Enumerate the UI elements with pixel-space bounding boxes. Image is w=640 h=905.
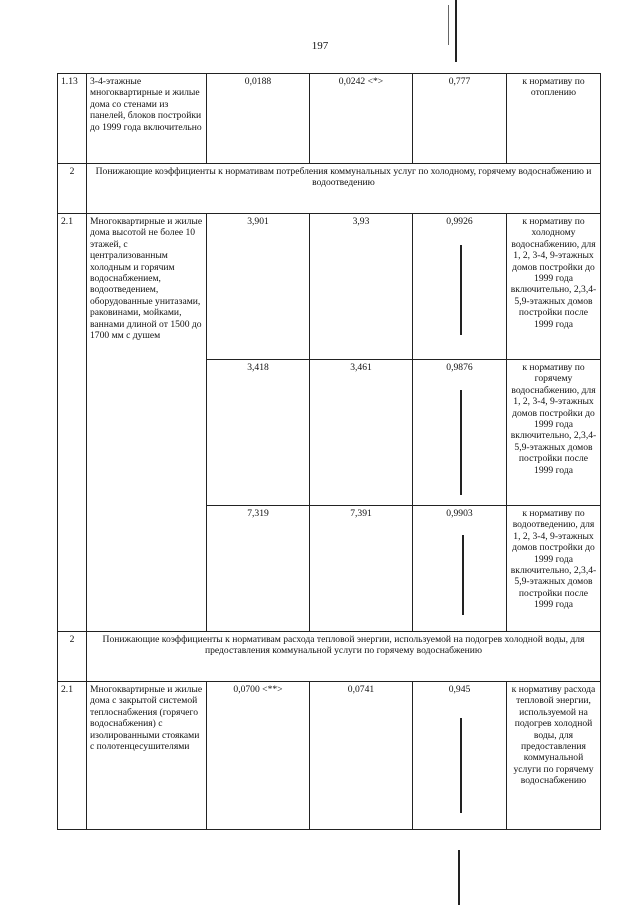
row-description: Многоквартирные и жилые дома с закрытой системой теплоснабжения (горячего водоснабжения) с изолированными стояками с полотенцесушителями xyxy=(87,682,207,830)
scan-mark-top-2 xyxy=(448,5,449,45)
table-row xyxy=(58,682,601,830)
value-cell: 0,9903 xyxy=(413,506,507,632)
value-cell: 0,9926 xyxy=(413,214,507,360)
row-number: 2.1 xyxy=(58,214,87,632)
section-number: 2 xyxy=(58,632,87,682)
value-cell: 7,391 xyxy=(310,506,413,632)
value-cell: 3,461 xyxy=(310,360,413,506)
row-description: 3-4-этажные многоквартирные и жилые дома со стенами из панелей, блоков постройки до 1999 года включительно xyxy=(87,74,207,164)
note-cell: к нормативу по водоотведению, для 1, 2, 3-4, 9-этажных домов постройки до 1999 года включительно, 2,3,4-5,9-этажных домов постройки после 1999 года xyxy=(507,506,601,632)
section-number: 2 xyxy=(58,164,87,214)
row-number: 1.13 xyxy=(58,74,87,164)
table-row xyxy=(58,214,601,360)
scan-mark-top xyxy=(455,0,457,62)
value-cell: 0,945 xyxy=(413,682,507,830)
row-number: 2.1 xyxy=(58,682,87,830)
coefficients-table xyxy=(57,73,601,830)
value-cell: 0,9876 xyxy=(413,360,507,506)
table-row xyxy=(58,74,601,164)
note-cell: к нормативу по горячему водоснабжению, для 1, 2, 3-4, 9-этажных домов постройки до 1999 года включительно, 2,3,4-5,9-этажных домов постройки после 1999 года xyxy=(507,360,601,506)
value-cell: 3,901 xyxy=(207,214,310,360)
section-title: Понижающие коэффициенты к нормативам расхода тепловой энергии, используемой на подогрев холодной воды, для предоставления коммунальной услуги по горячему водоснабжению xyxy=(87,632,601,682)
section-header-row xyxy=(58,164,601,214)
value-cell: 7,319 xyxy=(207,506,310,632)
note-cell: к нормативу по отоплению xyxy=(507,74,601,164)
value-cell: 0,777 xyxy=(413,74,507,164)
section-header-row xyxy=(58,632,601,682)
note-cell: к нормативу по холодному водоснабжению, для 1, 2, 3-4, 9-этажных домов постройки до 1999 года включительно, 2,3,4-5,9-этажных домов постройки после 1999 года xyxy=(507,214,601,360)
value-cell: 0,0242 <*> xyxy=(310,74,413,164)
page-number: 197 xyxy=(311,40,329,52)
value-cell: 0,0741 xyxy=(310,682,413,830)
scan-mark-bottom xyxy=(458,850,460,905)
value-cell: 3,93 xyxy=(310,214,413,360)
note-cell: к нормативу расхода тепловой энергии, используемой на подогрев холодной воды, для предоставления коммунальной услуги по горячему водоснабжению xyxy=(507,682,601,830)
value-cell: 3,418 xyxy=(207,360,310,506)
section-title: Понижающие коэффициенты к нормативам потребления коммунальных услуг по холодному, горячему водоснабжению и водоотведению xyxy=(87,164,601,214)
value-cell: 0,0700 <**> xyxy=(207,682,310,830)
value-cell: 0,0188 xyxy=(207,74,310,164)
row-description: Многоквартирные и жилые дома высотой не более 10 этажей, с централизованным холодным и горячим водоснабжением, водоотведением, оборудованные унитазами, раковинами, мойками, ваннами длиной от 1500 до 1700 мм с душем xyxy=(87,214,207,632)
